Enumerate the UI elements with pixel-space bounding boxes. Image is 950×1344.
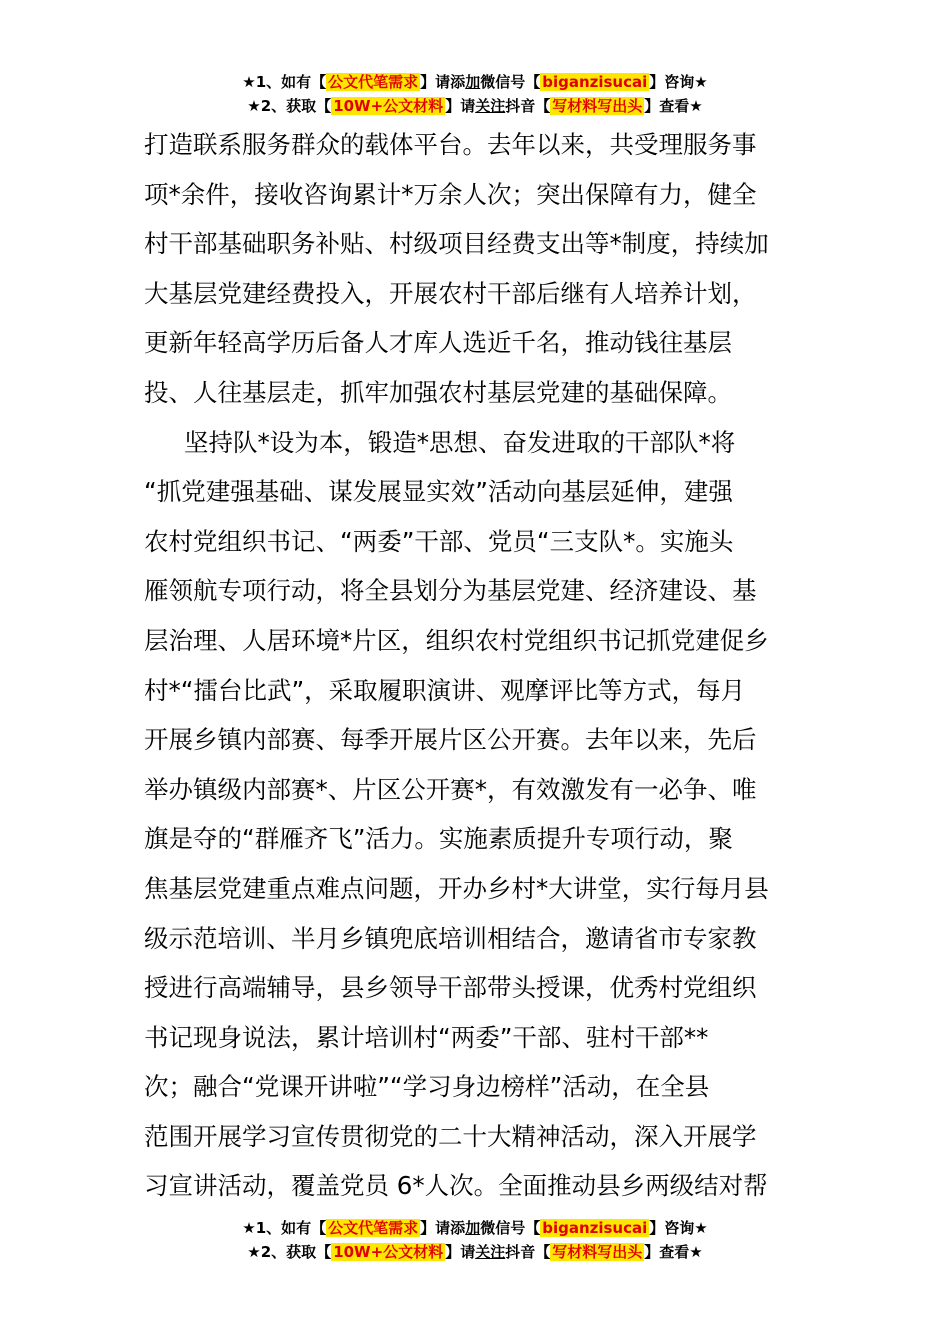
highlight-douyin-account: 写材料写出头	[552, 1243, 643, 1261]
body-line: “抓党建强基础、谋发展显实效”活动向基层延伸，建强	[144, 477, 733, 507]
promo-line-1: ★1、如有【 公文代笔需求 】请添加微信号【 biganzisucai 】咨询★	[242, 1219, 708, 1237]
body-line: 开展乡镇内部赛、每季开展片区公开赛。去年以来，先后	[144, 725, 757, 755]
highlight-materials: 10W+公文材料	[333, 1243, 444, 1261]
body-line: 投、人往基层走，抓牢加强农村基层党建的基础保障。	[144, 377, 732, 407]
body-line: 习宣讲活动，覆盖党员 6*人次。全面推动县乡两级结对帮	[144, 1171, 768, 1201]
body-line: 范围开展学习宣传贯彻党的二十大精神活动，深入开展学	[144, 1121, 757, 1151]
promo-line-2: ★2、获取【 10W+公文材料 】请关注抖音【 写材料写出头 】查看★	[247, 1243, 703, 1261]
body-line: 农村党组织书记、“两委”干部、党员“三支队*。实施头	[144, 526, 734, 556]
body-line: 雁领航专项行动，将全县划分为基层党建、经济建设、基	[144, 576, 757, 606]
body-line: 书记现身说法，累计培训村“两委”干部、驻村干部**	[144, 1022, 709, 1052]
body-line: 村*“擂台比武”，采取履职演讲、观摩评比等方式，每月	[144, 675, 746, 705]
promo-header	[0, 70, 950, 118]
body-line: 更新年轻高学历后备人才库人选近千名，推动钱往基层	[144, 328, 732, 358]
body-line: 项*余件，接收咨询累计*万余人次；突出保障有力，健全	[144, 179, 757, 209]
highlight-douyin-account: 写材料写出头	[552, 97, 643, 115]
body-line: 授进行高端辅导，县乡领导干部带头授课，优秀村党组织	[144, 973, 757, 1003]
paragraph-start-line: 坚持队*设为本，锻造*思想、奋发进取的干部队*将	[184, 427, 736, 457]
body-line: 举办镇级内部赛*、片区公开赛*，有效激发有一必争、唯	[144, 774, 757, 804]
highlight-service: 公文代笔需求	[328, 73, 419, 91]
body-line: 打造联系服务群众的载体平台。去年以来，共受理服务事	[144, 130, 757, 159]
body-line: 村干部基础职务补贴、村级项目经费支出等*制度，持续加	[144, 229, 769, 259]
body-line: 焦基层党建重点难点问题，开办乡村*大讲堂，实行每月县	[144, 873, 769, 903]
highlight-service: 公文代笔需求	[328, 1219, 419, 1237]
body-line: 级示范培训、半月乡镇兜底培训相结合，邀请省市专家教	[144, 923, 757, 953]
promo-footer	[0, 1216, 950, 1264]
body-line: 层治理、人居环境*片区，组织农村党组织书记抓党建促乡	[144, 625, 769, 655]
promo-line-1: ★1、如有【 公文代笔需求 】请添加微信号【 biganzisucai 】咨询★	[242, 73, 708, 91]
highlight-wechat-id: biganzisucai	[542, 1219, 648, 1237]
highlight-materials: 10W+公文材料	[333, 97, 444, 115]
body-line: 大基层党建经费投入，开展农村干部后继有人培养计划，	[144, 278, 757, 308]
promo-line-2: ★2、获取【 10W+公文材料 】请关注抖音【 写材料写出头 】查看★	[247, 97, 703, 115]
document-body	[144, 120, 809, 1211]
highlight-wechat-id: biganzisucai	[542, 73, 648, 91]
body-line: 旗是夺的“群雁齐飞”活力。实施素质提升专项行动，聚	[144, 824, 733, 854]
body-line: 次；融合“党课开讲啦”“学习身边榜样”活动，在全县	[144, 1072, 710, 1102]
